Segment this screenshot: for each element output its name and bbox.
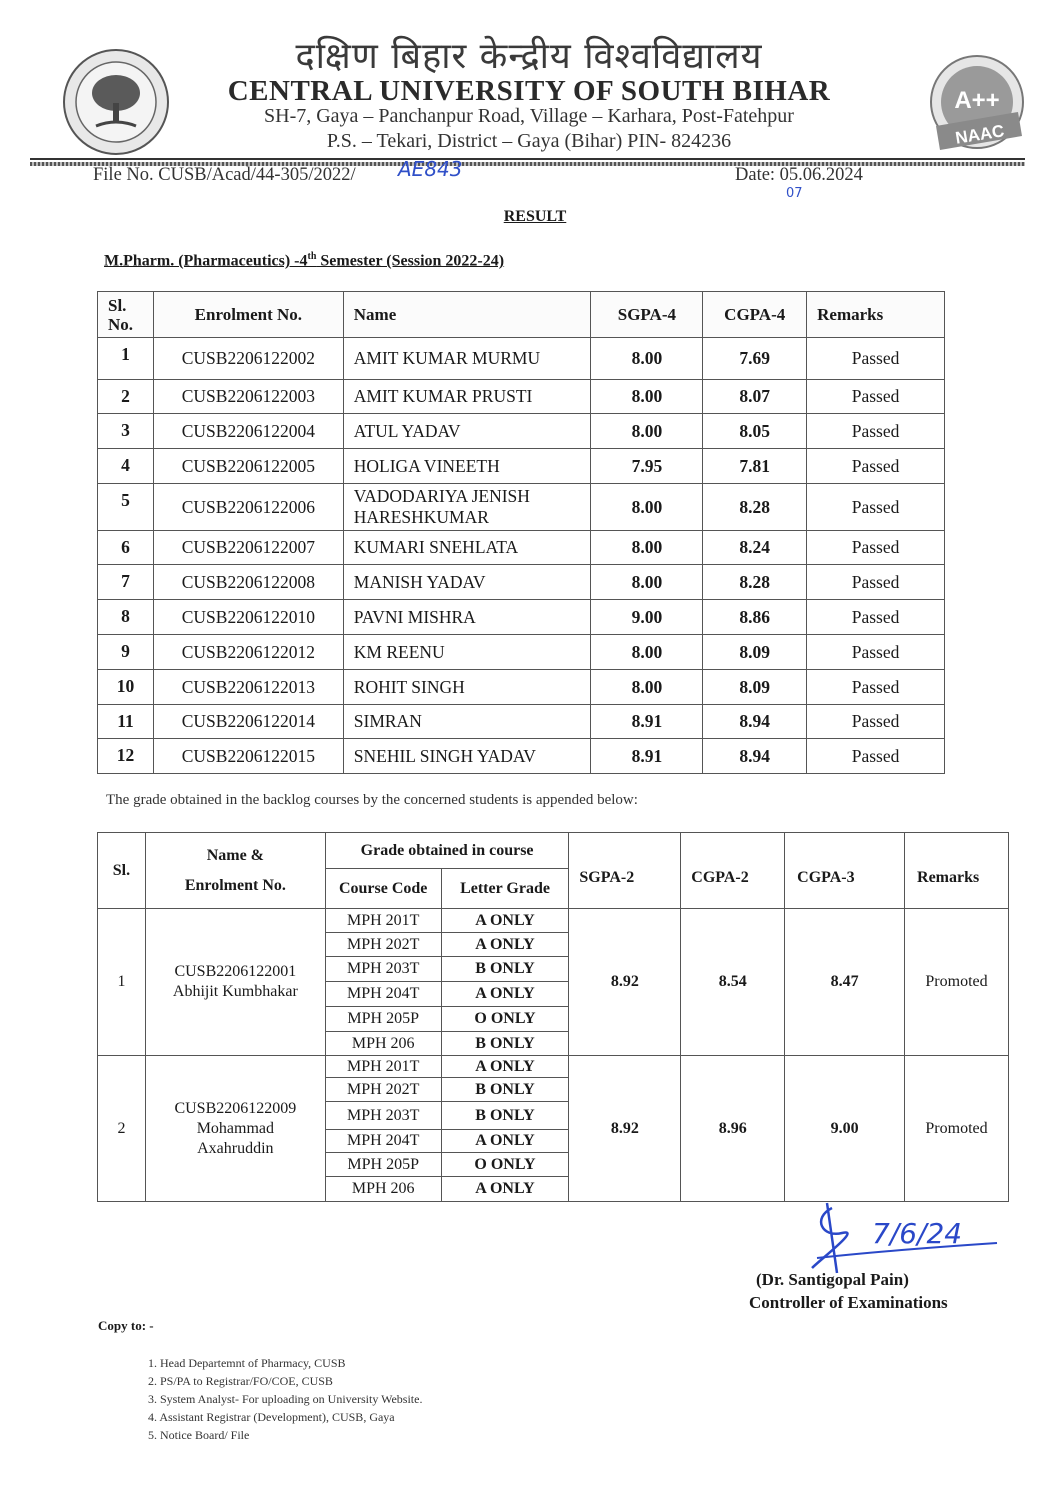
backlog-letter-grade: A ONLY <box>441 909 569 933</box>
backlog-header-sl: Sl. <box>98 833 146 909</box>
backlog-student-name: Abhijit Kumbhakar <box>172 983 298 1000</box>
row-sl: 5 <box>98 484 154 531</box>
row-remarks: Passed <box>807 338 945 380</box>
row-sl: 4 <box>98 449 154 484</box>
table-row <box>98 705 945 739</box>
address-line-1: SH-7, Gaya – Panchanpur Road, Village – Karhara, Post-Fatehpur <box>264 105 794 127</box>
backlog-course-code: MPH 201T <box>325 909 441 933</box>
backlog-course-code: MPH 202T <box>325 1078 441 1102</box>
row-name: KUMARI SNEHLATA <box>343 531 591 565</box>
row-remarks: Passed <box>807 600 945 635</box>
backlog-course-code: MPH 204T <box>325 1130 441 1153</box>
row-cgpa: 8.28 <box>703 484 807 531</box>
row-name: AMIT KUMAR PRUSTI <box>343 380 591 414</box>
backlog-cgpa2: 8.54 <box>681 909 785 1056</box>
backlog-cgpa3: 9.00 <box>785 1056 905 1202</box>
backlog-letter-grade: O ONLY <box>441 1007 569 1032</box>
backlog-remarks: Promoted <box>905 909 1009 1056</box>
row-sl: 3 <box>98 414 154 449</box>
row-name: SIMRAN <box>343 705 591 739</box>
file-number-handwritten: AE843 <box>398 157 463 181</box>
row-enrolment: CUSB2206122005 <box>153 449 343 484</box>
university-hindi-name: दक्षिण बिहार केन्द्रीय विश्वविद्यालय <box>295 36 763 77</box>
backlog-course-code: MPH 203T <box>325 957 441 982</box>
row-cgpa: 7.69 <box>703 338 807 380</box>
row-remarks: Passed <box>807 449 945 484</box>
copy-to-item: 2. PS/PA to Registrar/FO/COE, CUSB <box>148 1374 333 1388</box>
copy-to-label: Copy to: - <box>98 1318 154 1333</box>
row-remarks: Passed <box>807 705 945 739</box>
signatory-title: Controller of Examinations <box>749 1293 948 1312</box>
backlog-header-remarks: Remarks <box>905 869 1009 909</box>
backlog-letter-grade: B ONLY <box>441 957 569 982</box>
row-enrolment: CUSB2206122004 <box>153 414 343 449</box>
row-name: HOLIGA VINEETH <box>343 449 591 484</box>
backlog-course-code: MPH 202T <box>325 933 441 957</box>
col-header-sgpa: SGPA-4 <box>591 292 703 338</box>
row-sgpa: 8.00 <box>591 414 703 449</box>
table-row <box>98 414 945 449</box>
row-sgpa: 8.00 <box>591 565 703 600</box>
backlog-course-code: MPH 205P <box>325 1007 441 1032</box>
backlog-table <box>97 832 1009 1202</box>
table-row <box>98 670 945 705</box>
backlog-course-row <box>98 1056 1009 1078</box>
copy-to-item: 4. Assistant Registrar (Development), CUSB, Gaya <box>148 1410 395 1424</box>
row-enrolment: CUSB2206122015 <box>153 739 343 774</box>
row-remarks: Passed <box>807 414 945 449</box>
backlog-cgpa3: 8.47 <box>785 909 905 1056</box>
naac-grade-badge-icon <box>922 52 1032 156</box>
row-enrolment: CUSB2206122008 <box>153 565 343 600</box>
row-sgpa: 8.91 <box>591 705 703 739</box>
row-sl: 1 <box>98 338 154 380</box>
backlog-sgpa2: 8.92 <box>569 909 681 1056</box>
row-sgpa: 7.95 <box>591 449 703 484</box>
row-name: AMIT KUMAR MURMU <box>343 338 591 380</box>
col-header-name: Name <box>343 292 591 338</box>
row-remarks: Passed <box>807 739 945 774</box>
backlog-course-code: MPH 206 <box>325 1032 441 1056</box>
row-enrolment: CUSB2206122010 <box>153 600 343 635</box>
row-cgpa: 8.24 <box>703 531 807 565</box>
result-table <box>97 291 945 774</box>
row-name: SNEHIL SINGH YADAV <box>343 739 591 774</box>
backlog-cgpa2: 8.96 <box>681 1056 785 1202</box>
table-row <box>98 531 945 565</box>
copy-to-item: 1. Head Departemnt of Pharmacy, CUSB <box>148 1356 346 1370</box>
row-remarks: Passed <box>807 380 945 414</box>
row-cgpa: 8.28 <box>703 565 807 600</box>
backlog-header-cgpa3: CGPA-3 <box>785 869 905 909</box>
naac-badge-grade: A++ <box>954 87 1000 114</box>
row-name: MANISH YADAV <box>343 565 591 600</box>
backlog-course-code: MPH 206 <box>325 1177 441 1202</box>
row-sl: 9 <box>98 635 154 670</box>
row-name: PAVNI MISHRA <box>343 600 591 635</box>
table-row <box>98 739 945 774</box>
backlog-letter-grade: A ONLY <box>441 933 569 957</box>
table-row <box>98 380 945 414</box>
signature-handwritten <box>802 1198 1007 1280</box>
backlog-course-code: MPH 204T <box>325 982 441 1007</box>
header-divider <box>30 158 1025 160</box>
backlog-student-name: Axahruddin <box>197 1139 274 1157</box>
program-title <box>104 251 504 270</box>
address-line-2: P.S. – Tekari, District – Gaya (Bihar) PIN- 824236 <box>326 130 732 152</box>
backlog-header-sgpa2: SGPA-2 <box>569 869 681 909</box>
row-name: ROHIT SINGH <box>343 670 591 705</box>
row-enrolment: CUSB2206122003 <box>153 380 343 414</box>
copy-to-item: 5. Notice Board/ File <box>148 1428 250 1442</box>
backlog-sgpa2: 8.92 <box>569 1056 681 1202</box>
backlog-student-name: Mohammad <box>196 1119 275 1137</box>
backlog-letter-grade: A ONLY <box>441 1177 569 1202</box>
row-sl: 2 <box>98 380 154 414</box>
program-title-sup: th <box>307 251 317 262</box>
row-sgpa: 8.91 <box>591 739 703 774</box>
row-name: ATUL YADAV <box>343 414 591 449</box>
row-sgpa: 8.00 <box>591 531 703 565</box>
backlog-letter-grade: A ONLY <box>441 1130 569 1153</box>
backlog-header-grade-group: Grade obtained in course <box>325 833 569 869</box>
table-row <box>98 565 945 600</box>
row-enrolment: CUSB2206122013 <box>153 670 343 705</box>
program-title-prefix: M.Pharm. (Pharmaceutics) -4 <box>104 252 308 270</box>
row-sgpa: 8.00 <box>591 484 703 531</box>
row-enrolment: CUSB2206122007 <box>153 531 343 565</box>
row-sgpa: 9.00 <box>591 600 703 635</box>
row-name: KM REENU <box>343 635 591 670</box>
backlog-remarks: Promoted <box>905 1056 1009 1202</box>
backlog-header-course-code: Course Code <box>325 869 441 909</box>
row-sl: 10 <box>98 670 154 705</box>
row-cgpa: 7.81 <box>703 449 807 484</box>
signatory-name: (Dr. Santigopal Pain) <box>756 1270 909 1289</box>
table-row <box>98 600 945 635</box>
row-cgpa: 8.94 <box>703 705 807 739</box>
backlog-sl: 2 <box>98 1056 146 1202</box>
row-cgpa: 8.05 <box>703 414 807 449</box>
table-row <box>98 449 945 484</box>
row-remarks: Passed <box>807 635 945 670</box>
backlog-student <box>145 1056 325 1202</box>
signature-date: 7/6/24 <box>872 1217 963 1250</box>
backlog-header-name <box>145 833 325 909</box>
row-enrolment: CUSB2206122012 <box>153 635 343 670</box>
col-header-remarks: Remarks <box>807 292 945 338</box>
backlog-note: The grade obtained in the backlog courses by the concerned students is appended below: <box>106 792 638 808</box>
backlog-course-code: MPH 203T <box>325 1102 441 1130</box>
row-sl: 8 <box>98 600 154 635</box>
row-remarks: Passed <box>807 670 945 705</box>
backlog-sl: 1 <box>98 909 146 1056</box>
file-number: File No. CUSB/Acad/44-305/2022/ <box>93 165 356 185</box>
row-sl: 11 <box>98 705 154 739</box>
row-cgpa: 8.09 <box>703 635 807 670</box>
backlog-header-name-line1: Name & <box>206 846 264 864</box>
backlog-letter-grade: A ONLY <box>441 1056 569 1078</box>
backlog-header-cgpa2: CGPA-2 <box>681 869 785 909</box>
issue-date: Date: 05.06.2024 <box>735 165 863 185</box>
copy-to-item: 3. System Analyst- For uploading on University Website. <box>148 1392 423 1406</box>
row-remarks: Passed <box>807 484 945 531</box>
row-enrolment: CUSB2206122014 <box>153 705 343 739</box>
row-sgpa: 8.00 <box>591 670 703 705</box>
row-name: VADODARIYA JENISH HARESHKUMAR <box>343 484 591 531</box>
naac-badge-text: NAAC <box>954 121 1006 148</box>
backlog-student <box>145 909 325 1056</box>
row-sgpa: 8.00 <box>591 380 703 414</box>
backlog-course-row <box>98 909 1009 933</box>
row-remarks: Passed <box>807 565 945 600</box>
row-cgpa: 8.09 <box>703 670 807 705</box>
col-header-sl: Sl. No. <box>98 292 154 338</box>
backlog-letter-grade: B ONLY <box>441 1102 569 1130</box>
row-sl: 7 <box>98 565 154 600</box>
program-title-suffix: Semester (Session 2022-24) <box>316 252 505 270</box>
backlog-header-name-line2: Enrolment No. <box>184 876 286 894</box>
table-row <box>98 484 945 531</box>
university-english-name: CENTRAL UNIVERSITY OF SOUTH BIHAR <box>227 75 831 107</box>
table-row <box>98 635 945 670</box>
backlog-letter-grade: O ONLY <box>441 1153 569 1177</box>
row-sl: 12 <box>98 739 154 774</box>
row-cgpa: 8.07 <box>703 380 807 414</box>
col-header-enrolment: Enrolment No. <box>153 292 343 338</box>
row-enrolment: CUSB2206122006 <box>153 484 343 531</box>
backlog-enrolment: CUSB2206122009 <box>174 1099 297 1117</box>
backlog-course-code: MPH 201T <box>325 1056 441 1078</box>
row-cgpa: 8.94 <box>703 739 807 774</box>
backlog-enrolment: CUSB2206122001 <box>174 963 297 980</box>
backlog-letter-grade: B ONLY <box>441 1032 569 1056</box>
row-sl: 6 <box>98 531 154 565</box>
backlog-header-letter-grade: Letter Grade <box>441 869 569 909</box>
row-sgpa: 8.00 <box>591 338 703 380</box>
backlog-letter-grade: B ONLY <box>441 1078 569 1102</box>
backlog-course-code: MPH 205P <box>325 1153 441 1177</box>
table-row <box>98 338 945 380</box>
row-cgpa: 8.86 <box>703 600 807 635</box>
row-enrolment: CUSB2206122002 <box>153 338 343 380</box>
date-handwritten-note: 07 <box>786 186 803 201</box>
col-header-cgpa: CGPA-4 <box>703 292 807 338</box>
row-remarks: Passed <box>807 531 945 565</box>
backlog-letter-grade: A ONLY <box>441 982 569 1007</box>
row-sgpa: 8.00 <box>591 635 703 670</box>
result-heading: RESULT <box>503 208 567 225</box>
